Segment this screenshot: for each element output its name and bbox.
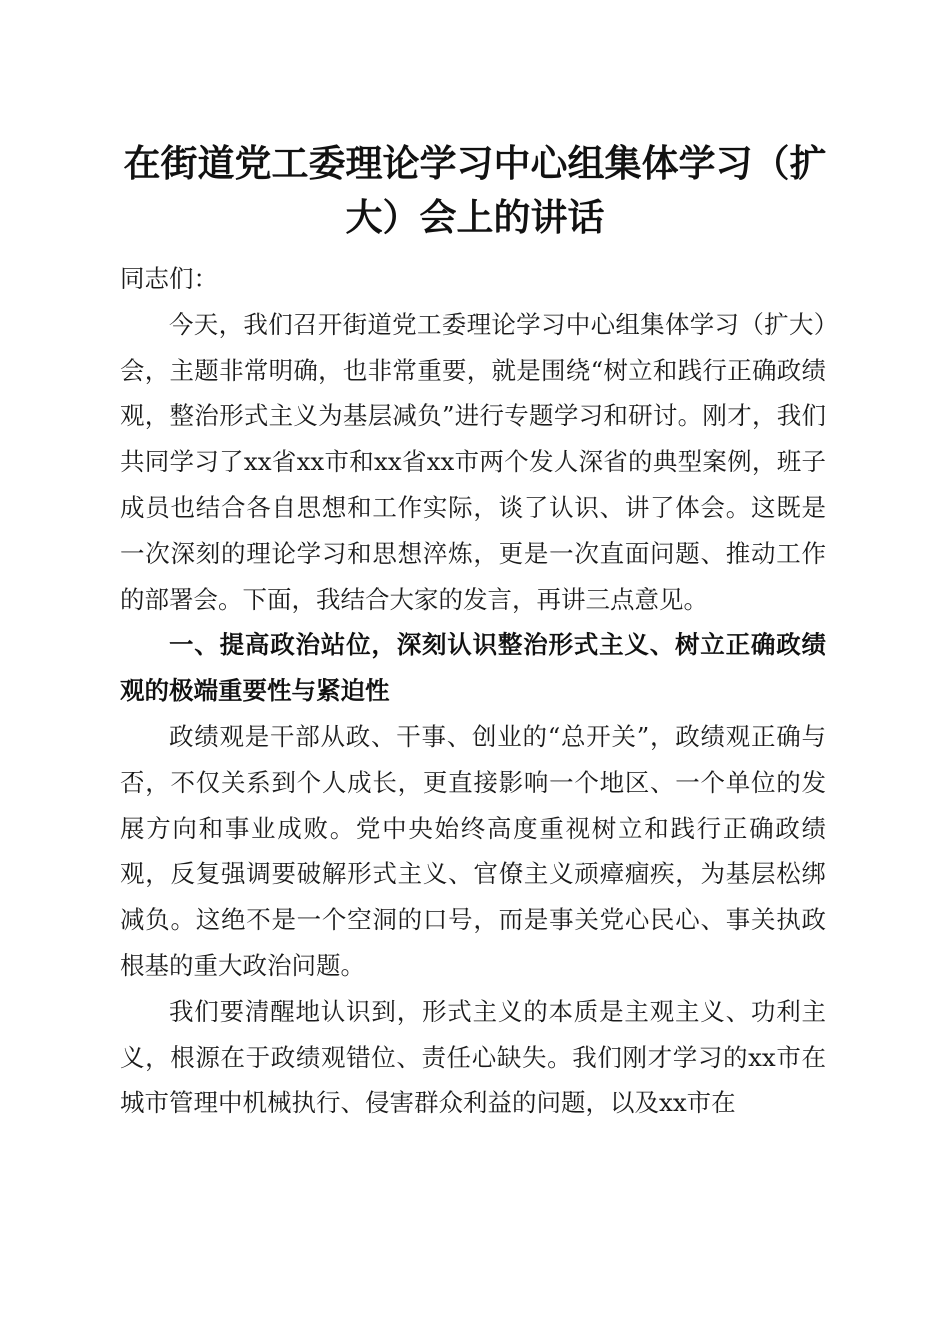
paragraph-section1-2: 我们要清醒地认识到，形式主义的本质是主观主义、功利主义，根源在于政绩观错位、责任心缺失。我们刚才学习的xx市在城市管理中机械执行、侵害群众利益的问题，以及xx市在 — [120, 996, 826, 1118]
paragraph-section1-1: 政绩观是干部从政、干事、创业的“总开关”，政绩观正确与否，不仅关系到个人成长，更直接影响一个地区、一个单位的发展方向和事业成败。党中央始终高度重视树立和践行正确政绩观，反复强调要破解形式主义、官僚主义顽瘴痼疾，为基层松绑减负。这绝不是一个空洞的口号，而是事关党心民心、事关执政根基的重大政治问题。 — [120, 721, 826, 980]
document-title: 在街道党工委理论学习中心组集体学习（扩大）会上的讲话 — [123, 141, 827, 239]
document-body — [120, 256, 826, 1126]
salutation: 同志们： — [120, 264, 218, 293]
paragraph-intro: 今天，我们召开街道党工委理论学习中心组集体学习（扩大）会，主题非常明确，也非常重要，就是围绕“树立和践行正确政绩观，整治形式主义为基层减负”进行专题学习和研讨。刚才，我们共同学习了xx省xx市和xx省xx市两个发人深省的典型案例，班子成员也结合各自思想和工作实际，谈了认识、讲了体会。这既是一次深刻的理论学习和思想淬炼，更是一次直面问题、推动工作的部署会。下面，我结合大家的发言，再讲三点意见。 — [120, 309, 826, 614]
section-heading-1: 一、提高政治站位，深刻认识整治形式主义、树立正确政绩观的极端重要性与紧迫性 — [120, 630, 826, 706]
